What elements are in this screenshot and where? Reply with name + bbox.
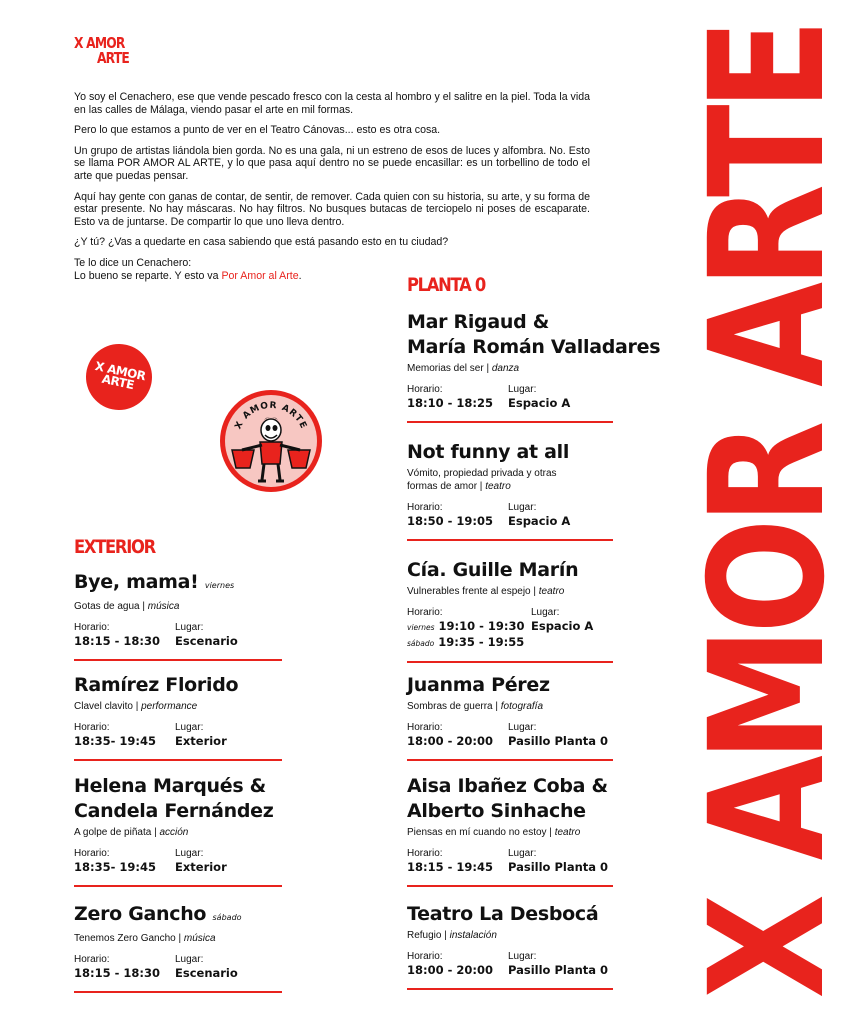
event-work: Gotas de agua | música (74, 601, 180, 612)
event-place: Espacio A (508, 396, 571, 410)
divider (407, 539, 613, 541)
event-place: Exterior (175, 734, 227, 748)
event-place: Pasillo Planta 0 (508, 963, 609, 977)
event-time: 18:35- 19:45 (74, 734, 156, 748)
lugar-label: Lugar: (531, 607, 560, 618)
event-details (407, 722, 613, 749)
event-work: A golpe de piñata | acción (74, 827, 189, 838)
lugar-label: Lugar: (508, 722, 537, 733)
event-title: Not funny at all (407, 441, 570, 463)
banner-text: X AMOR ARTE (676, 24, 860, 999)
event-day-tag: viernes (204, 581, 235, 590)
event-title: Mar Rigaud & María Román Valladares (407, 311, 661, 358)
event-title: Cía. Guille Marín (407, 559, 579, 581)
event-work: Tenemos Zero Gancho | música (74, 933, 216, 944)
event-place: Espacio A (531, 619, 594, 633)
intro-paragraph-5: ¿Y tú? ¿Vas a quedarte en casa sabiendo que está pasando esto en tu ciudad? (74, 236, 449, 249)
event-zero-gancho (74, 902, 282, 993)
lugar-label: Lugar: (175, 722, 204, 733)
planta0-section-title: PLANTA 0 (407, 274, 485, 296)
horario-label: Horario: (407, 722, 443, 733)
logo-line-1: X AMOR (74, 34, 125, 52)
intro-paragraph-4: Aquí hay gente con ganas de contar, de sentir, de remover. Cada quien con su historia, su arte, y su forma de estar presente. No hay máscaras. No hay filtros. No busques butacas de terciopelo ni poses de escaparate. Esto va de juntarse. De compartir lo que uno lleva dentro. (74, 190, 590, 228)
horario-label: Horario: (74, 722, 110, 733)
event-place: Escenario (175, 966, 238, 980)
event-time: 18:00 - 20:00 (407, 734, 493, 748)
event-title: Teatro La Desbocá (407, 903, 599, 925)
intro-paragraph-3: Un grupo de artistas liándola bien gorda. No es una gala, ni un estreno de esos de luces y alfombra. No. Esto se llama POR AMOR AL ARTE, y lo que pasa aquí dentro no se puede encasillar: es un torbellino de todo el arte que puedas pensar. (74, 144, 590, 182)
event-bye-mama (74, 570, 282, 661)
event-time: 18:35- 19:45 (74, 860, 156, 874)
signature-line-2: Lo bueno se reparte. Y esto va (74, 269, 222, 282)
divider (407, 885, 613, 887)
event-title: Ramírez Florido (74, 674, 239, 696)
event-place: Escenario (175, 634, 238, 648)
event-time-friday: viernes 19:10 - 19:30 (407, 619, 525, 633)
horario-label: Horario: (74, 848, 110, 859)
event-not-funny-at-all (407, 440, 613, 541)
event-work: Sombras de guerra | fotografía (407, 701, 544, 712)
intro-paragraph-1: Yo soy el Cenachero, ese que vende pescado fresco con la cesta al hombro y el salitre en la piel. Toda la vida en las calles de Málaga, viendo pasar el arte en mil formas. (74, 91, 590, 116)
event-juanma-perez (407, 673, 613, 761)
event-ramirez-florido (74, 673, 282, 761)
divider (407, 421, 613, 423)
event-work: Vómito, propiedad privada y otras formas de amor | teatro (407, 468, 557, 492)
lugar-label: Lugar: (508, 951, 537, 962)
event-day-tag: sábado (212, 913, 242, 922)
event-work: Vulnerables frente al espejo | teatro (407, 586, 565, 597)
lugar-label: Lugar: (175, 954, 204, 965)
intro-paragraph-2: Pero lo que estamos a punto de ver en el Teatro Cánovas... esto es otra cosa. (74, 124, 441, 137)
event-teatro-la-desboca (407, 902, 613, 990)
event-work: Memorias del ser | danza (407, 363, 520, 374)
event-cia-guille-marin (407, 558, 613, 663)
lugar-label: Lugar: (508, 502, 537, 513)
exterior-section-title: EXTERIOR (74, 536, 155, 558)
event-place: Exterior (175, 860, 227, 874)
event-details (74, 722, 282, 749)
cenachero-stamp-icon (218, 388, 324, 494)
divider (407, 661, 613, 663)
event-place: Pasillo Planta 0 (508, 734, 609, 748)
intro-text (74, 91, 590, 290)
event-time: 18:00 - 20:00 (407, 963, 493, 977)
intro-signature (74, 257, 590, 282)
horario-label: Horario: (74, 622, 110, 633)
event-details (407, 951, 613, 978)
event-title: Juanma Pérez (407, 674, 550, 696)
event-title: Zero Gancho sábado (74, 903, 242, 925)
brand-logo (74, 36, 129, 66)
event-details (407, 384, 613, 411)
vertical-banner (676, 0, 860, 1023)
event-time: 18:50 - 19:05 (407, 514, 493, 528)
event-title: Bye, mama! viernes (74, 571, 235, 593)
horario-label: Horario: (407, 384, 443, 395)
horario-label: Horario: (74, 954, 110, 965)
event-time: 18:15 - 18:30 (74, 966, 160, 980)
lugar-label: Lugar: (508, 848, 537, 859)
red-badge-sticker (80, 338, 158, 416)
horario-label: Horario: (407, 502, 443, 513)
event-details (407, 848, 613, 875)
event-title: Helena Marqués & Candela Fernández (74, 775, 274, 822)
event-work: Piensas en mí cuando no estoy | teatro (407, 827, 581, 838)
divider (74, 659, 282, 661)
divider (74, 885, 282, 887)
signature-end: . (298, 269, 302, 282)
lugar-label: Lugar: (175, 622, 204, 633)
event-time: 18:15 - 19:45 (407, 860, 493, 874)
event-time-saturday: sábado 19:35 - 19:55 (407, 635, 525, 649)
lugar-label: Lugar: (175, 848, 204, 859)
red-badge-text: X AMOR ARTE (93, 358, 147, 393)
divider (74, 991, 282, 993)
logo-line-2: ARTE (96, 49, 129, 67)
event-details (74, 954, 282, 981)
event-details (407, 607, 613, 651)
event-time: 18:10 - 18:25 (407, 396, 493, 410)
stamp-arc-text: X AMOR ARTE (233, 400, 309, 432)
event-helena-candela (74, 774, 282, 887)
lugar-label: Lugar: (508, 384, 537, 395)
event-place: Espacio A (508, 514, 571, 528)
event-work: Clavel clavito | performance (74, 701, 198, 712)
event-aisa-alberto (407, 774, 613, 887)
horario-label: Horario: (407, 607, 443, 618)
divider (407, 988, 613, 990)
event-time: 18:15 - 18:30 (74, 634, 160, 648)
divider (74, 759, 282, 761)
event-place: Pasillo Planta 0 (508, 860, 609, 874)
event-details (407, 502, 613, 529)
signature-highlight: Por Amor al Arte (221, 269, 299, 282)
signature-line-1: Te lo dice un Cenachero: (74, 256, 192, 269)
event-details (74, 848, 282, 875)
horario-label: Horario: (407, 951, 443, 962)
event-title: Aisa Ibañez Coba & Alberto Sinhache (407, 775, 608, 822)
horario-label: Horario: (407, 848, 443, 859)
event-work: Refugio | instalación (407, 930, 497, 941)
event-mar-rigaud (407, 310, 661, 423)
event-details (74, 622, 282, 649)
divider (407, 759, 613, 761)
